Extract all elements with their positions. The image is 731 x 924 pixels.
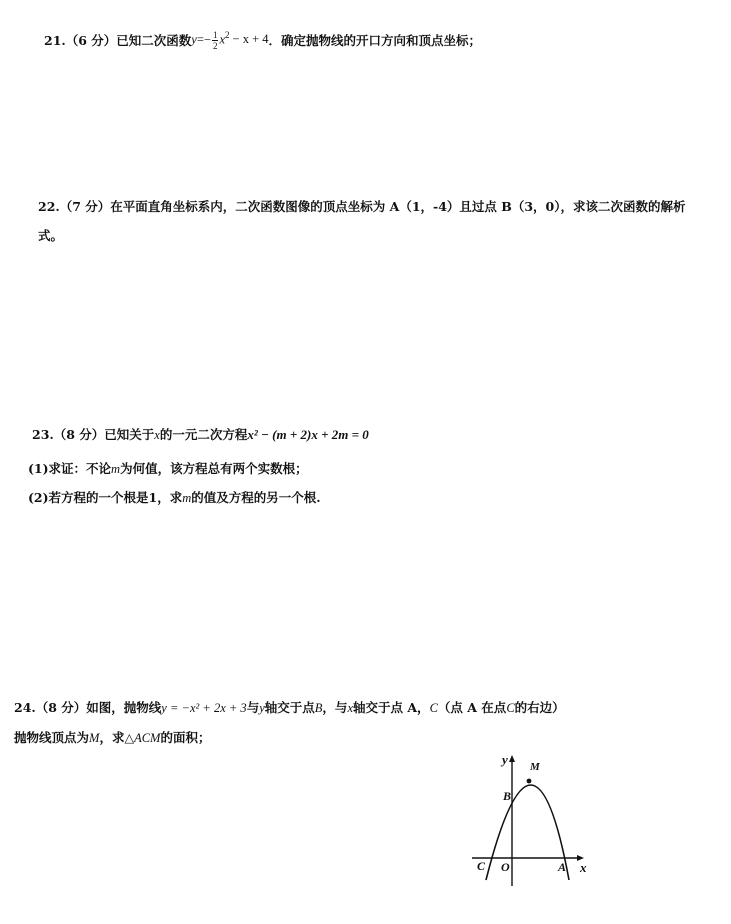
label-A: A [558,860,567,874]
vertex-point [527,779,532,784]
q23-var-x: x [154,428,160,442]
label-y: y [502,752,508,767]
question-22-line-2: 式。 [38,228,64,243]
q23-prefix: 23.（8 分）已知关于 [32,427,155,442]
label-C: C [477,859,486,873]
label-x: x [580,860,587,875]
question-24: 24.（8 分）如图，抛物线 y = −x² + 2x + 3 与 y 轴交于点 B ，与 x 轴交于点 A， C （点 A 在点 C 的右边） [14,700,565,715]
question-23-part-1: (1)求证：不论 m 为何值，该方程总有两个实数根； [28,461,308,476]
q21-prefix: 21.（6 分）已知二次函数 [44,32,192,48]
q23-part1-var-m: m [111,462,121,476]
y-axis-arrow [509,755,515,762]
label-M: M [530,761,540,773]
label-B: B [503,789,512,803]
parabola-figure [468,748,598,888]
question-21 [44,30,481,51]
q23-part2-var-m: m [182,491,192,505]
q23-equation: x² − (m + 2)x + 2m = 0 [247,427,369,442]
q21-suffix: ．确定抛物线的开口方向和顶点坐标； [268,32,482,48]
question-23 [32,427,369,443]
q24-equation: y = −x² + 2x + 3 [161,701,247,715]
label-O: O [501,860,510,874]
q23-middle: 的一元二次方程 [159,427,248,442]
q21-equation: y=− $\frac{1}{2}$ $x^2 - x + 4$ [191,30,269,51]
parabola-curve [486,785,569,880]
question-23-part-2: (2)若方程的一个根是1，求 m 的值及方程的另一个根. [28,490,321,505]
question-24-line-2: 抛物线顶点为 M ，求 △ACM 的面积； [14,730,211,745]
question-22-line-1: 22.（7 分）在平面直角坐标系内，二次函数图像的顶点坐标为 A（1，-4）且过点 B（3，0），求该二次函数的解析 [38,199,686,214]
